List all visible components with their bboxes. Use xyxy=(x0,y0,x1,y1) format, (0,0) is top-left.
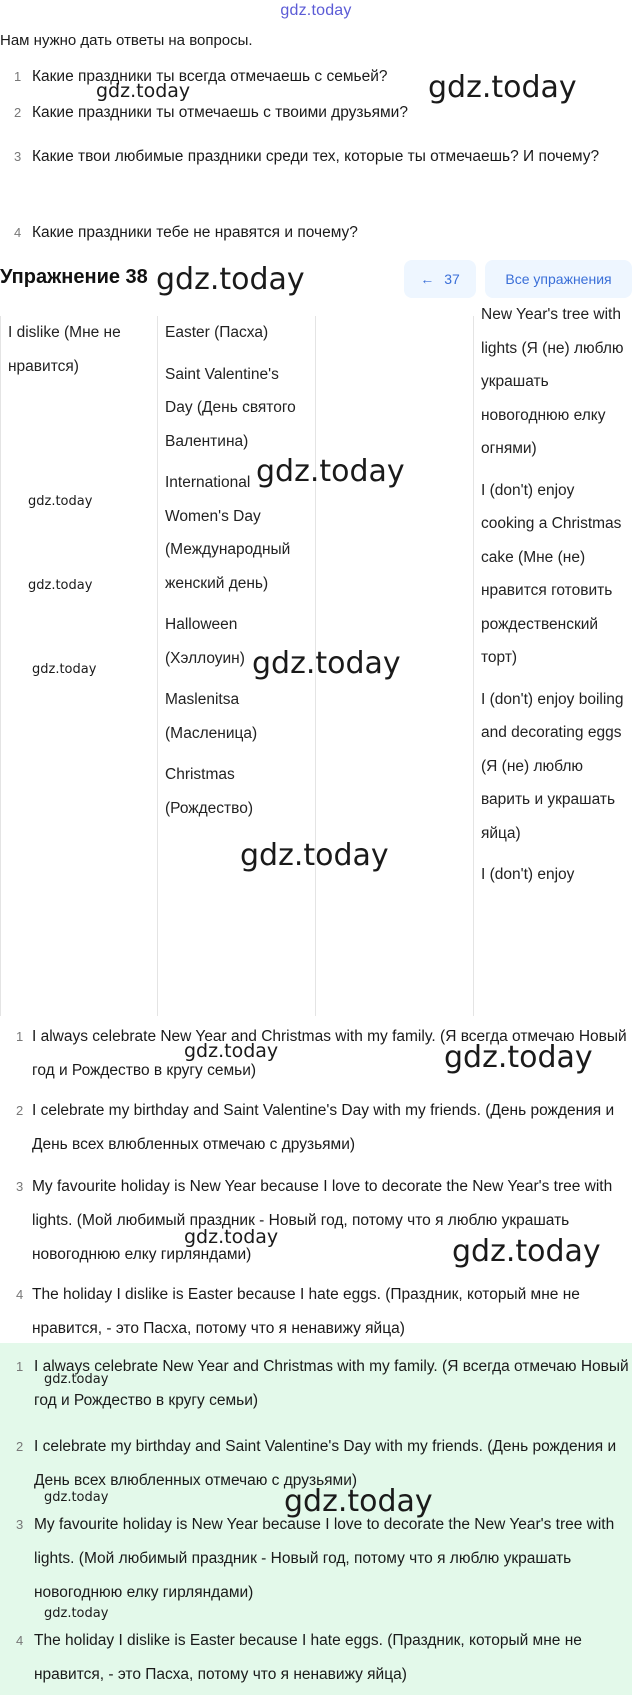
watermark: gdz.today xyxy=(184,1040,279,1062)
answer-number: 2 xyxy=(16,1439,24,1454)
watermark: gdz.today xyxy=(256,454,405,489)
watermark: gdz.today xyxy=(156,262,305,297)
arrow-left-icon: ← xyxy=(420,271,435,287)
watermark: gdz.today xyxy=(240,838,389,873)
intro-text: Нам нужно дать ответы на вопросы. xyxy=(0,32,253,49)
answer-text: I always celebrate New Year and Christmas with my family. (Я всегда отмечаю Новый год и Рождество в кругу семьи) xyxy=(32,1028,627,1079)
answer-number: 1 xyxy=(16,1359,24,1374)
question-text: Какие твои любимые праздники среди тех, которые ты отмечаешь? И почему? xyxy=(32,148,600,165)
answer-number: 2 xyxy=(16,1103,24,1118)
table-cell: Easter (Пасха) xyxy=(165,324,269,341)
question-text: Какие праздники ты отмечаешь с твоими друзьями? xyxy=(32,104,408,121)
watermark: gdz.today xyxy=(44,1606,109,1621)
table-cell: I dislike (Мне не нравится) xyxy=(8,324,121,375)
question-number: 2 xyxy=(14,105,22,120)
table-cell: I (don't) enjoy cooking a Christmas cake (Мне (не) нравится готовить рождественский торт) xyxy=(481,481,622,666)
exercise-header xyxy=(0,260,632,300)
watermark: gdz.today xyxy=(32,662,97,677)
column-divider xyxy=(157,316,158,1016)
table-cell: I (don't) enjoy xyxy=(481,866,575,883)
exercise-title: Упражнение 38 xyxy=(0,266,148,288)
watermark: gdz.today xyxy=(444,1040,593,1075)
watermark: gdz.today xyxy=(44,1490,109,1505)
all-exercises-button[interactable]: Все упражнения xyxy=(485,260,632,298)
watermark: gdz.today xyxy=(96,80,191,102)
column-divider xyxy=(0,316,1,1016)
answer-text: I celebrate my birthday and Saint Valentine's Day with my friends. (День рождения и День всех влюбленных отмечаю с друзьями) xyxy=(34,1438,617,1489)
watermark: gdz.today xyxy=(428,70,577,105)
question-number: 1 xyxy=(14,69,22,84)
answer-number: 4 xyxy=(16,1287,24,1302)
answer-text: My favourite holiday is New Year because I love to decorate the New Year's tree with lights. (Мой любимый праздник - Новый год, потому что я люблю украшать новогоднюю елку гирляндами) xyxy=(32,1178,613,1263)
table-cell: International Women's Day (Международный женский день) xyxy=(165,474,291,592)
answer-text: The holiday I dislike is Easter because I hate eggs. (Праздник, который мне не нравится, - это Пасха, потому что я ненавижу яйца) xyxy=(32,1286,580,1337)
answer-number: 1 xyxy=(16,1029,24,1044)
watermark: gdz.today xyxy=(28,578,93,593)
previous-exercise-button[interactable] xyxy=(404,260,476,298)
table-cell: Saint Valentine's Day (День святого Валентина) xyxy=(165,365,296,450)
table-cell: New Year's tree with lights (Я (не) люблю украшать новогоднюю елку огнями) xyxy=(481,306,624,457)
table-column-4 xyxy=(481,298,629,1016)
table-cell: I (don't) enjoy boiling and decorating eggs (Я (не) люблю варить и украшать яйца) xyxy=(481,690,624,842)
answer-number: 3 xyxy=(16,1179,24,1194)
table-cell: Maslenitsa (Масленица) xyxy=(165,691,258,742)
table-cell: Christmas (Рождество) xyxy=(165,766,253,817)
watermark: gdz.today xyxy=(28,494,93,509)
question-number: 3 xyxy=(14,149,22,164)
answer-text: The holiday I dislike is Easter because I hate eggs. (Праздник, который мне не нравится, - это Пасха, потому что я ненавижу яйца) xyxy=(34,1632,582,1683)
answer-text: My favourite holiday is New Year because I love to decorate the New Year's tree with lights. (Мой любимый праздник - Новый год, потому что я люблю украшать новогоднюю елку гирляндами) xyxy=(34,1516,615,1601)
table-cell: Halloween (Хэллоуин) xyxy=(165,616,245,667)
watermark: gdz.today xyxy=(184,1226,279,1248)
question-number: 4 xyxy=(14,225,22,240)
question-text: Какие праздники ты всегда отмечаешь с семьей? xyxy=(32,68,388,85)
site-watermark: gdz.today xyxy=(280,2,352,19)
watermark: gdz.today xyxy=(252,646,401,681)
column-divider xyxy=(473,316,474,1016)
watermark: gdz.today xyxy=(284,1484,433,1519)
previous-exercise-label: 37 xyxy=(444,271,460,287)
answer-text: I celebrate my birthday and Saint Valentine's Day with my friends. (День рождения и День всех влюбленных отмечаю с друзьями) xyxy=(32,1102,615,1153)
answer-text: I always celebrate New Year and Christmas with my family. (Я всегда отмечаю Новый год и Рождество в кругу семьи) xyxy=(34,1358,629,1409)
answer-number: 4 xyxy=(16,1633,24,1648)
question-text: Какие праздники тебе не нравятся и почему? xyxy=(32,224,358,241)
watermark: gdz.today xyxy=(452,1234,601,1269)
answer-number: 3 xyxy=(16,1517,24,1532)
watermark: gdz.today xyxy=(44,1372,109,1387)
